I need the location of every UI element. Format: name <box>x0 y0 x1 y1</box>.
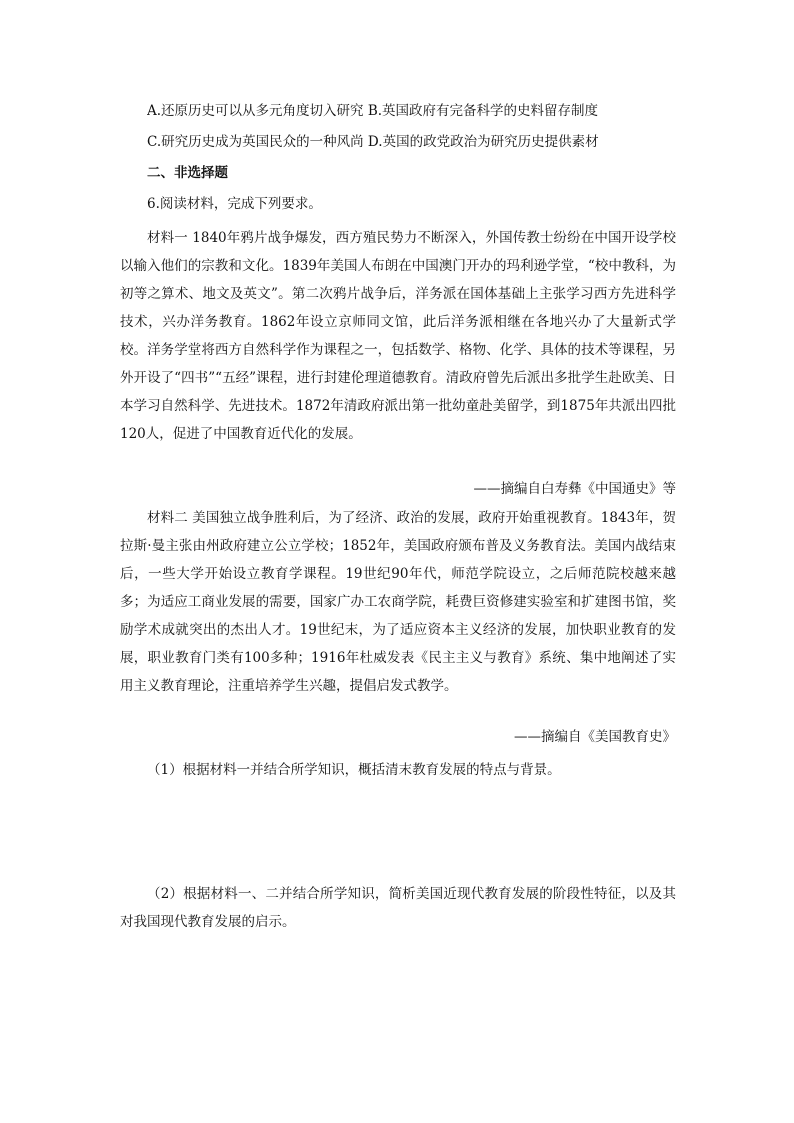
section-title: 二、非选择题 <box>147 165 228 181</box>
choice-a-b: A.还原历史可以从多元角度切入研究 B.英国政府有完备科学的史料留存制度 <box>147 103 599 119</box>
material-one: 材料一 1840年鸦片战争爆发，西方殖民势力不断深入，外国传教士纷纷在中国开设学校以输入他们的宗教和文化。1839年美国人布朗在中国澳门开办的玛利逊学堂，“校中教科，为初等之算术、地文及英文”。第二次鸦片战争后，洋务派在国体基础上主张学习西方先进科学技术，兴办洋务教育。1862年设立京师同文馆，此后洋务派相继在各地兴办了大量新式学校。洋务学堂将西方自然科学作为课程之一，包括数学、格物、化学、具体的技术等课程，另外开设了“四书”“五经”课程，进行封建伦理道德教育。清政府曾先后派出多批学生赴欧美、日本学习自然科学、先进技术。1872年清政府派出第一批幼童赴美留学，到1875年共派出四批120人，促进了中国教育近代化的发展。 <box>120 230 676 442</box>
question-prompt: 6.阅读材料，完成下列要求。 <box>147 196 322 212</box>
material-one-source: ——摘编自白寿彝《中国通史》等 <box>473 481 676 497</box>
sub-question-2: （2）根据材料一、二并结合所学知识，简析美国近现代教育发展的阶段性特征，以及其对我国现代教育发展的启示。 <box>120 886 676 930</box>
material-two-source: ——摘编自《美国教育史》 <box>514 729 676 745</box>
sub-question-1: （1）根据材料一并结合所学知识，概括清末教育发展的特点与背景。 <box>147 762 561 778</box>
material-two: 材料二 美国独立战争胜利后，为了经济、政治的发展，政府开始重视教育。1843年，贺拉斯·曼主张由州政府建立公立学校；1852年，美国政府颁布普及义务教育法。美国内战结束后，一些大学开始设立教育学课程。19世纪90年代，师范学院设立，之后师范院校越来越多；为适应工商业发展的需要，国家广办工农商学院，耗费巨资修建实验室和扩建图书馆，奖励学术成就突出的杰出人才。19世纪末，为了适应资本主义经济的发展，加快职业教育的发展，职业教育门类有100多种；1916年杜威发表《民主主义与教育》系统、集中地阐述了实用主义教育理论，注重培养学生兴趣，提倡启发式教学。 <box>120 510 676 694</box>
choice-c-d: C.研究历史成为英国民众的一种风尚 D.英国的政党政治为研究历史提供素材 <box>147 134 599 150</box>
